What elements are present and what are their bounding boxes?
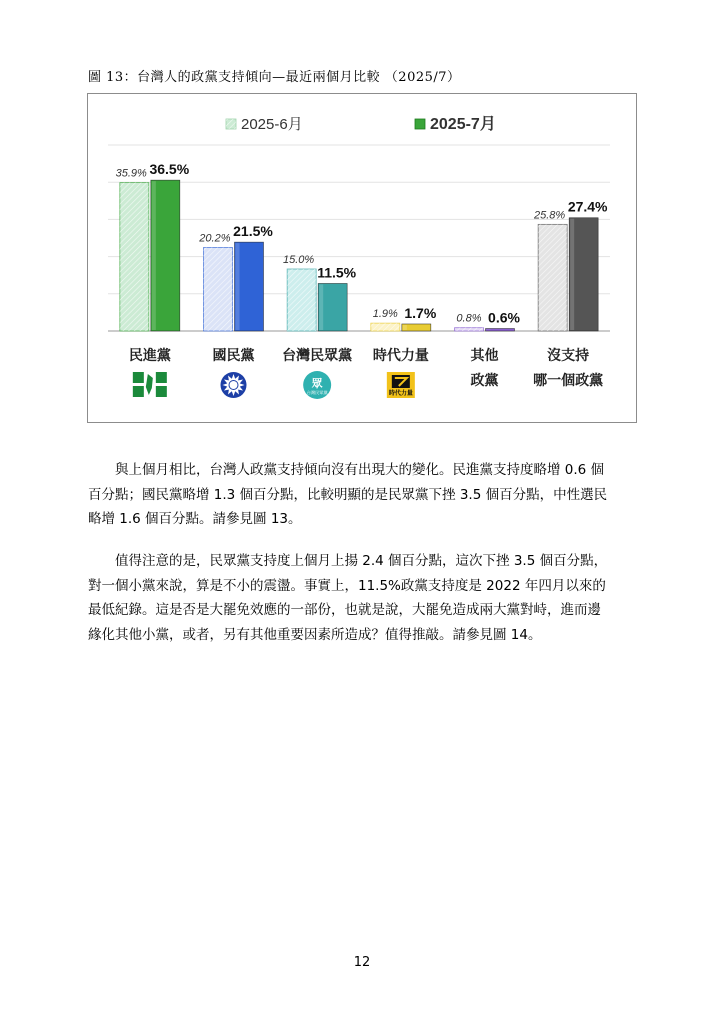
tpp-logo-mark: 眾: [311, 378, 323, 390]
bar-hatch: [538, 224, 567, 331]
party-logos: [133, 371, 415, 399]
paragraph-line: 略增 1.6 個百分點。請參見圖 13。: [88, 511, 302, 527]
bar-hatch: [120, 183, 149, 331]
category-label: 沒支持: [547, 347, 590, 363]
category-label: 其他: [470, 347, 499, 363]
chart-frame: [87, 93, 637, 423]
bar-highlight: [236, 243, 240, 330]
legend-label: 2025-6月: [241, 116, 303, 133]
data-label: 15.0%: [282, 254, 315, 266]
tpp-logo: [303, 371, 331, 399]
bar-highlight: [152, 181, 156, 330]
legend-swatch: [415, 119, 425, 129]
bar-highlight: [319, 284, 323, 330]
data-label: 21.5%: [233, 223, 273, 240]
category-labels: [129, 347, 603, 388]
paragraph-line: 最低紀錄。這是否是大罷免效應的一部份，也就是說，大罷免造成兩大黨對峙，進而邊: [88, 602, 601, 618]
data-label: 25.8%: [533, 209, 566, 222]
data-label: 20.2%: [199, 232, 231, 245]
data-label: 0.6%: [488, 309, 520, 326]
figure-caption: 圖 13：台灣人的政黨支持傾向—最近兩個月比較 （2025/7）: [88, 70, 461, 85]
npp-logo-mark: [392, 375, 410, 388]
dpp-logo-block: [133, 372, 144, 383]
npp-logo: [387, 372, 415, 398]
legend-swatch-hatch: [226, 119, 236, 129]
data-label: 11.5%: [317, 264, 357, 281]
data-label: 1.7%: [404, 304, 437, 321]
dpp-logo-block: [156, 372, 167, 383]
data-label: 36.5%: [149, 161, 190, 178]
data-label: 1.9%: [372, 308, 398, 321]
category-label: 時代力量: [372, 347, 429, 363]
bar-hatch: [371, 323, 400, 331]
data-label: 35.9%: [115, 167, 147, 180]
category-label: 台灣民眾黨: [282, 347, 353, 363]
dpp-logo: [133, 372, 167, 397]
bars: [120, 180, 598, 331]
bar-chart: [88, 94, 636, 422]
tpp-logo-text: 台灣民眾黨: [306, 390, 328, 395]
npp-logo-text: 時代力量: [388, 391, 413, 397]
dpp-logo-block: [133, 386, 144, 397]
category-label: 國民黨: [212, 347, 255, 363]
paragraph-1: [88, 458, 638, 532]
category-label: 政黨: [470, 372, 499, 388]
paragraph-line: 緣化其他小黨，或者，另有其他重要因素所造成？值得推敲。請參見圖 14。: [88, 626, 542, 643]
kmt-logo: [221, 372, 247, 398]
paragraph-line: 值得注意的是，民眾黨支持度上個月上揚 2.4 個百分點，這次下挫 3.5 個百分點，: [115, 553, 608, 569]
category-label: 民進黨: [128, 347, 171, 363]
bar-highlight: [570, 219, 574, 330]
bar-hatch: [287, 269, 316, 331]
legend: [226, 115, 496, 133]
category-label: 哪一個政黨: [533, 372, 604, 388]
data-label: 27.4%: [567, 198, 608, 215]
paragraph-line: 對一個小黨來說，算是不小的震盪。事實上，11.5%政黨支持度是 2022 年四月以來的: [88, 577, 606, 594]
data-labels: [116, 161, 608, 325]
bar-highlight: [403, 325, 407, 330]
data-label: 0.8%: [456, 312, 482, 325]
paragraph-line: 百分點；國民黨略增 1.3 個百分點，比較明顯的是民眾黨下挫 3.5 個百分點，中性選民: [88, 486, 608, 503]
legend-label: 2025-7月: [430, 116, 496, 133]
page-number: 12: [353, 955, 371, 970]
bar-hatch: [204, 248, 233, 331]
bar-hatch: [455, 328, 484, 331]
paragraph-2: [88, 549, 638, 647]
paragraph-line: 與上個月相比，台灣人政黨支持傾向沒有出現大的變化。民進黨支持度略增 0.6 個: [115, 462, 605, 478]
sun-center: [230, 381, 238, 389]
dpp-logo-block: [156, 386, 167, 397]
